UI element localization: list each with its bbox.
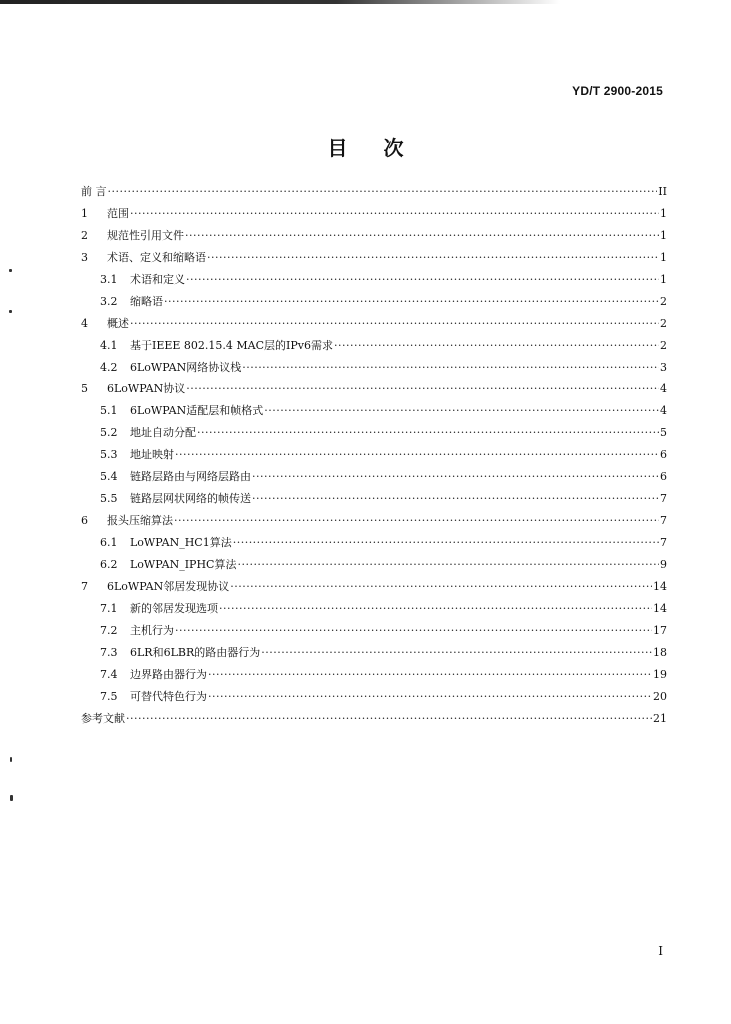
toc-dot-leader: [261, 642, 652, 664]
toc-entry-page: 6: [660, 470, 667, 484]
toc-dot-leader: [186, 378, 659, 400]
toc-entry-page: 2: [660, 316, 667, 330]
toc-dot-leader: [185, 225, 659, 247]
toc-entry-number: 5.2: [100, 426, 118, 440]
toc-entry[interactable]: [81, 444, 667, 466]
toc-entry-number: 5.4: [100, 470, 118, 484]
toc-entry-page: 7: [660, 536, 667, 549]
toc-entry-number: 7.2: [100, 623, 118, 637]
toc-entry-page: 1: [660, 228, 667, 242]
toc-entry-page: 14: [653, 579, 667, 593]
toc-dot-leader: [264, 400, 659, 422]
toc-dot-leader: [126, 708, 652, 730]
toc-entry-label: 主机行为: [130, 623, 174, 637]
toc-entry[interactable]: [81, 181, 667, 203]
toc-dot-leader: [175, 620, 652, 642]
toc-entry[interactable]: [81, 598, 667, 620]
toc-entry[interactable]: [81, 247, 667, 269]
toc-entry-page: 18: [653, 645, 667, 659]
scan-speck: [10, 795, 13, 801]
toc-entry-label: 前 言: [81, 185, 107, 198]
toc-dot-leader: [208, 686, 652, 708]
toc-entry[interactable]: [81, 620, 667, 642]
toc-dot-leader: [207, 247, 659, 269]
toc-entry-label: 术语、定义和缩略语: [107, 250, 206, 264]
toc-entry[interactable]: [81, 708, 667, 730]
toc-dot-leader: [252, 488, 659, 510]
toc-entry[interactable]: [81, 576, 667, 598]
toc-dot-leader: [197, 422, 659, 444]
toc-entry-page: 2: [660, 338, 667, 352]
toc-entry-label: 范围: [107, 206, 129, 220]
toc-entry-page: 21: [653, 711, 667, 725]
toc-entry[interactable]: [81, 532, 667, 554]
toc-entry-number: 7.3: [100, 645, 118, 659]
toc-entry-page: 2: [660, 294, 667, 308]
toc-entry-label: 可替代特色行为: [130, 689, 207, 703]
toc-entry-page: 9: [660, 557, 667, 571]
toc-dot-leader: [130, 203, 659, 225]
toc-entry-number: 4.1: [100, 338, 118, 352]
toc-entry[interactable]: [81, 291, 667, 313]
toc-entry-label: 链路层网状网络的帧传送: [130, 492, 251, 506]
toc-entry-label: 术语和定义: [130, 272, 185, 286]
toc-entry-label: 6LoWPAN协议: [107, 382, 186, 396]
scan-edge: [0, 0, 560, 4]
toc-entry-page: 19: [653, 667, 667, 681]
toc-entry-page: 1: [660, 206, 667, 220]
page-title-part2: 次: [383, 136, 404, 160]
toc-entry-number: 4: [81, 316, 88, 330]
toc-dot-leader: [237, 554, 659, 576]
toc-entry-number: 6.2: [100, 557, 118, 571]
toc-dot-leader: [230, 576, 652, 598]
toc-entry-number: 4.2: [100, 360, 118, 374]
scan-speck: [9, 269, 12, 272]
toc-entry-page: 7: [660, 514, 667, 528]
toc-entry-number: 3: [81, 250, 88, 264]
toc-dot-leader: [186, 269, 659, 291]
toc-entry[interactable]: [81, 378, 667, 400]
page-title: [0, 132, 731, 161]
toc-entry[interactable]: [81, 400, 667, 422]
toc-entry-label: 边界路由器行为: [130, 667, 207, 681]
toc-entry[interactable]: [81, 203, 667, 225]
toc-dot-leader: [334, 335, 659, 357]
toc-entry[interactable]: [81, 225, 667, 247]
toc-entry-label: 参考文献: [81, 711, 125, 725]
toc-entry-number: 2: [81, 228, 88, 242]
toc-entry-number: 7.1: [100, 601, 118, 615]
toc-entry-label: 6LoWPAN网络协议栈: [130, 360, 242, 374]
toc-entry-label: 新的邻居发现选项: [130, 601, 218, 615]
toc-entry-label: 链路层路由与网络层路由: [130, 470, 251, 484]
toc-dot-leader: [252, 466, 659, 488]
toc-entry-label: LoWPAN_IPHC算法: [130, 557, 237, 571]
toc-entry-number: 6: [81, 514, 88, 528]
toc-entry[interactable]: [81, 488, 667, 510]
toc-entry-label: 报头压缩算法: [107, 514, 173, 528]
toc-entry-page: 5: [660, 426, 667, 440]
toc-entry-page: 4: [660, 404, 667, 418]
toc-entry-page: 17: [653, 623, 667, 637]
toc-dot-leader: [174, 510, 659, 532]
toc-entry-label: 缩略语: [130, 294, 163, 308]
toc-entry-label: 6LR和6LBR的路由器行为: [130, 645, 261, 659]
toc-entry-page: 14: [653, 601, 667, 615]
toc-entry-number: 7.4: [100, 667, 118, 681]
toc-entry-number: 5: [81, 382, 88, 396]
table-of-contents: [81, 181, 667, 729]
scan-speck: [9, 310, 12, 313]
toc-entry[interactable]: [81, 357, 667, 379]
toc-entry-number: 3.2: [100, 294, 118, 308]
page-title-part1: 目: [327, 136, 348, 160]
toc-dot-leader: [130, 313, 659, 335]
toc-entry-label: LoWPAN_HC1算法: [130, 536, 232, 549]
toc-entry-page: II: [658, 185, 667, 198]
toc-entry-number: 7: [81, 579, 88, 593]
toc-entry-page: 6: [660, 448, 667, 462]
toc-dot-leader: [208, 664, 652, 686]
document-code: YD/T 2900-2015: [572, 84, 663, 98]
toc-entry-label: 地址自动分配: [130, 426, 196, 440]
toc-entry-number: 6.1: [100, 536, 118, 549]
toc-entry-label: 地址映射: [130, 448, 174, 462]
toc-dot-leader: [175, 444, 659, 466]
toc-entry[interactable]: [81, 466, 667, 488]
toc-entry[interactable]: [81, 313, 667, 335]
toc-entry-page: 4: [660, 382, 667, 396]
scan-speck: [10, 757, 12, 762]
toc-dot-leader: [233, 532, 659, 554]
toc-entry-number: 7.5: [100, 689, 118, 703]
toc-entry[interactable]: [81, 335, 667, 357]
toc-dot-leader: [164, 291, 659, 313]
toc-entry-page: 20: [653, 689, 667, 703]
toc-entry-number: 5.5: [100, 492, 118, 506]
toc-entry[interactable]: [81, 510, 667, 532]
toc-entry[interactable]: [81, 686, 667, 708]
toc-entry-label: 6LoWPAN邻居发现协议: [107, 579, 230, 593]
toc-dot-leader: [242, 357, 659, 379]
toc-dot-leader: [219, 598, 652, 620]
page-number: I: [658, 944, 663, 958]
toc-entry[interactable]: [81, 642, 667, 664]
toc-entry-number: 1: [81, 206, 88, 220]
toc-entry[interactable]: [81, 554, 667, 576]
toc-entry-label: 基于IEEE 802.15.4 MAC层的IPv6需求: [130, 338, 333, 352]
toc-entry[interactable]: [81, 422, 667, 444]
toc-entry-label: 概述: [107, 316, 129, 330]
toc-entry[interactable]: [81, 664, 667, 686]
toc-entry-number: 3.1: [100, 272, 118, 286]
toc-entry-label: 6LoWPAN适配层和帧格式: [130, 404, 264, 418]
toc-entry-label: 规范性引用文件: [107, 228, 184, 242]
toc-entry-page: 1: [660, 250, 667, 264]
toc-entry-number: 5.3: [100, 448, 118, 462]
toc-entry-number: 5.1: [100, 404, 118, 418]
toc-dot-leader: [108, 181, 658, 203]
toc-entry-page: 7: [660, 492, 667, 506]
toc-entry-page: 1: [660, 272, 667, 286]
toc-entry[interactable]: [81, 269, 667, 291]
toc-entry-page: 3: [660, 360, 667, 374]
